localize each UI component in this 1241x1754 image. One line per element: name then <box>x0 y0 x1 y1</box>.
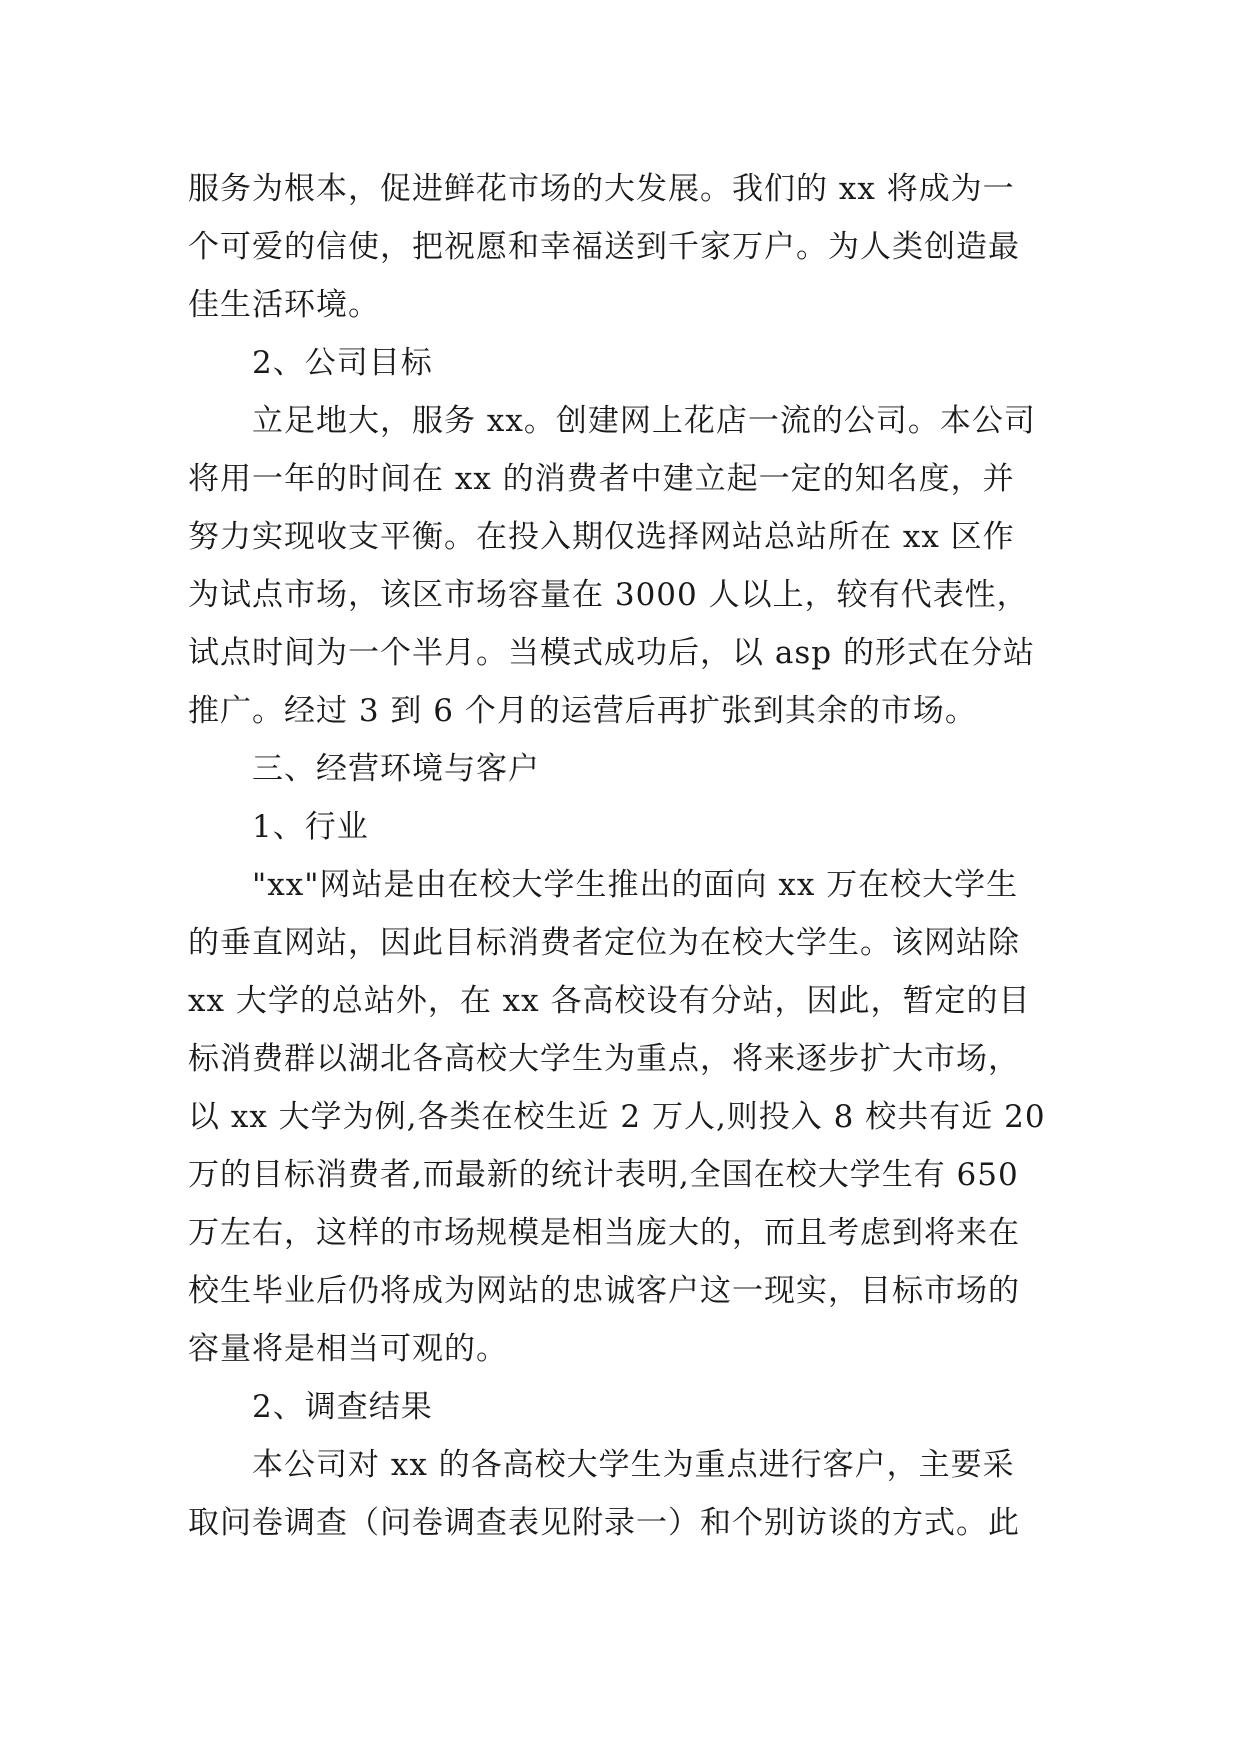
text-line: "xx"网站是由在校大学生推出的面向 xx 万在校大学生 <box>252 867 1019 903</box>
text-line: 以 xx 大学为例,各类在校生近 2 万人,则投入 8 校共有近 20 <box>188 1099 1046 1135</box>
section-heading: 三、经营环境与客户 <box>252 751 540 787</box>
text-line: 努力实现收支平衡。在投入期仅选择网站总站所在 xx 区作 <box>188 519 1015 555</box>
section-heading: 1、行业 <box>252 809 369 845</box>
text-line: 个可爱的信使，把祝愿和幸福送到千家万户。为人类创造最 <box>188 229 1020 265</box>
text-line: 的垂直网站，因此目标消费者定位为在校大学生。该网站除 <box>188 925 1020 961</box>
text-line: 推广。经过 3 到 6 个月的运营后再扩张到其余的市场。 <box>188 693 977 729</box>
text-line: 标消费群以湖北各高校大学生为重点，将来逐步扩大市场， <box>188 1041 1020 1077</box>
text-line: 将用一年的时间在 xx 的消费者中建立起一定的知名度，并 <box>188 461 1015 497</box>
text-line: 万左右，这样的市场规模是相当庞大的，而且考虑到将来在 <box>188 1215 1020 1251</box>
text-line: 万的目标消费者,而最新的统计表明,全国在校大学生有 650 <box>188 1157 1019 1193</box>
text-line: 本公司对 xx 的各高校大学生为重点进行客户，主要采 <box>252 1447 1015 1483</box>
text-line: 服务为根本，促进鲜花市场的大发展。我们的 xx 将成为一 <box>188 171 1015 207</box>
text-line: 容量将是相当可观的。 <box>188 1331 508 1367</box>
section-heading: 2、调查结果 <box>252 1389 433 1425</box>
text-line: xx 大学的总站外，在 xx 各高校设有分站，因此，暂定的目 <box>188 983 1031 1019</box>
text-line: 校生毕业后仍将成为网站的忠诚客户这一现实，目标市场的 <box>188 1273 1020 1309</box>
text-line: 立足地大，服务 xx。创建网上花店一流的公司。本公司 <box>252 403 1036 439</box>
text-line: 佳生活环境。 <box>188 287 380 323</box>
text-line: 为试点市场，该区市场容量在 3000 人以上，较有代表性， <box>188 577 1029 613</box>
text-line: 试点时间为一个半月。当模式成功后，以 asp 的形式在分站 <box>188 635 1035 671</box>
document-body <box>188 160 1054 1552</box>
section-heading: 2、公司目标 <box>252 345 433 381</box>
text-line: 取问卷调查（问卷调查表见附录一）和个别访谈的方式。此 <box>188 1505 1020 1541</box>
